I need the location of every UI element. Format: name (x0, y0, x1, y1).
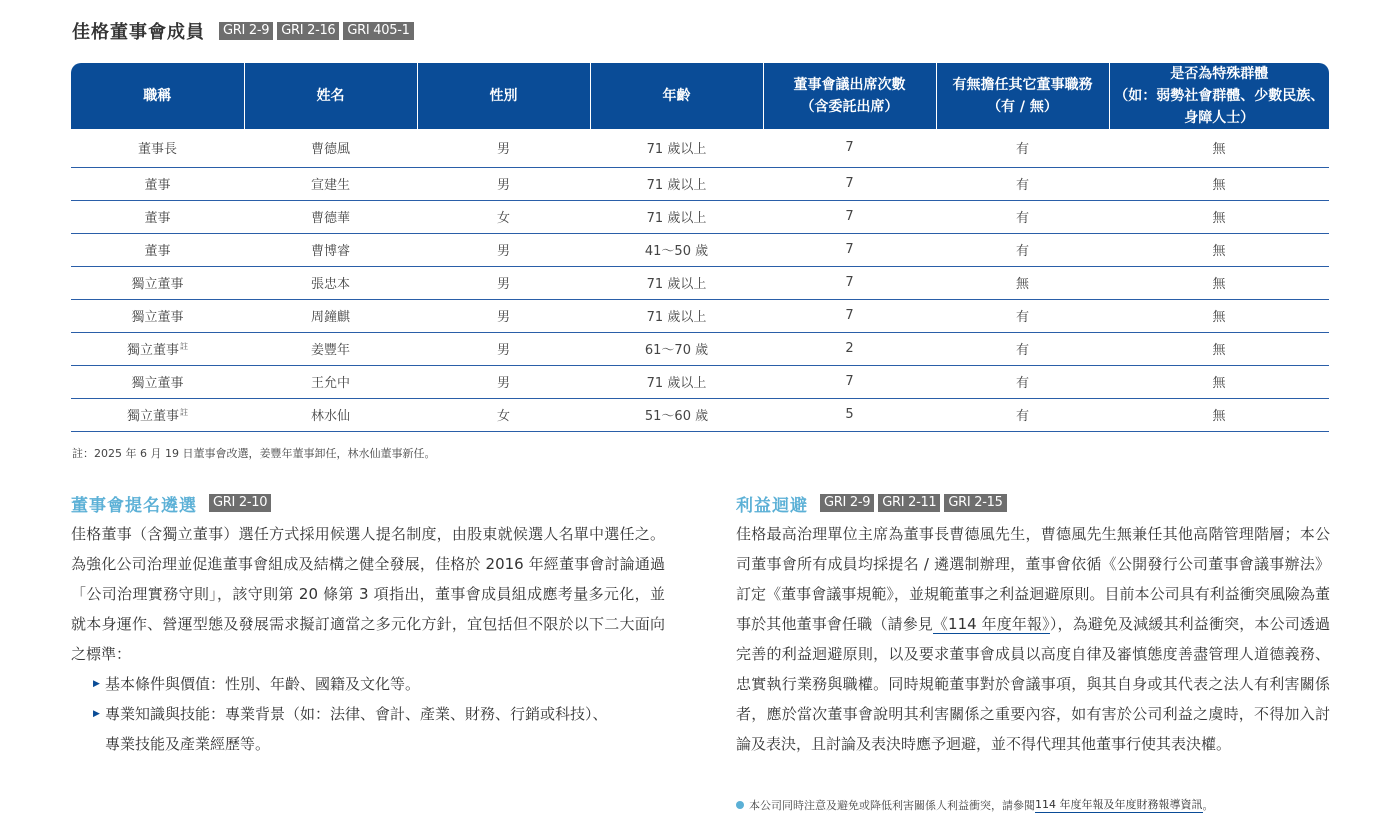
cell-special-group (1109, 167, 1329, 200)
column-header-other-board: 有無擔任其它董事職務 （有 / 無） (936, 63, 1109, 129)
cell-other-board (936, 398, 1109, 431)
cell-special-group (1109, 332, 1329, 365)
cell-other-board (936, 129, 1109, 167)
cell-name-text: 林水仙 (310, 409, 350, 424)
cell-gender-text: 男 (496, 310, 510, 325)
column-header-age: 年齡 (590, 63, 763, 129)
cell-name (244, 299, 417, 332)
gri-tag: GRI 2-10 (209, 494, 271, 512)
footnote-marker: 註 (180, 341, 188, 351)
cell-attendance (763, 398, 936, 431)
cell-special-group (1109, 266, 1329, 299)
cell-attendance-text: 7 (845, 176, 854, 191)
cell-other-board (936, 299, 1109, 332)
note-text: 。 (1202, 798, 1214, 812)
annual-report-link[interactable]: 《114 年度年報》 (932, 615, 1050, 633)
cell-special-group (1109, 233, 1329, 266)
cell-special-group (1109, 129, 1329, 167)
list-item-text: 基本條件與價值：性別、年齡、國籍及文化等。 (105, 675, 421, 693)
cell-attendance-text: 5 (845, 407, 854, 422)
cell-age (590, 332, 763, 365)
gri-tag: GRI 2-11 (878, 494, 940, 512)
cell-attendance (763, 200, 936, 233)
title-row (72, 18, 414, 44)
cell-attendance (763, 233, 936, 266)
financial-report-link[interactable]: 114 年度年報及年度財務報導資訊 (1035, 798, 1203, 811)
column-header-special-group: 是否為特殊群體 （如：弱勢社會群體、少數民族、身障人士） (1109, 63, 1329, 129)
gri-tag: GRI 405-1 (343, 22, 413, 40)
cell-attendance (763, 129, 936, 167)
cell-gender-text: 男 (496, 343, 510, 358)
cell-attendance (763, 299, 936, 332)
cell-attendance-text: 7 (845, 308, 854, 323)
section-header (71, 491, 665, 515)
cell-title-text: 獨立董事 (131, 310, 184, 325)
cell-gender (417, 365, 590, 398)
cell-other-board (936, 233, 1109, 266)
cell-age (590, 200, 763, 233)
list-item-text-continued: 專業技能及產業經歷等。 (105, 735, 271, 753)
cell-gender (417, 200, 590, 233)
cell-gender-text: 男 (496, 277, 510, 292)
cell-title-text: 董事 (144, 244, 171, 259)
cell-gender (417, 233, 590, 266)
cell-special-group-text: 無 (1212, 178, 1226, 193)
cell-age-text: 71 歲以上 (646, 310, 707, 325)
cell-special-group (1109, 365, 1329, 398)
nomination-paragraph: 佳格董事（含獨立董事）選任方式採用候選人提名制度，由股東就候選人名單中選任之。為強化公司治理並促進董事會組成及結構之健全發展，佳格於 2016 年經董事會討論通過「公司治理實務守則」，該守則第 20 條第 3 項指出，董事會成員組成應考量多元化，並就本身運作、營運型態及發展需求擬訂適當之多元化方針，宜包括但不限於以下二大面向之標準： (71, 525, 665, 663)
cell-age (590, 365, 763, 398)
cell-gender (417, 398, 590, 431)
cell-special-group-text: 無 (1212, 277, 1226, 292)
table-row (71, 266, 1329, 299)
cell-attendance (763, 332, 936, 365)
cell-other-board-text: 無 (1015, 277, 1029, 292)
section-title: 利益迴避 (736, 495, 808, 516)
cell-other-board (936, 365, 1109, 398)
cell-title (71, 332, 244, 365)
cell-name (244, 266, 417, 299)
cell-other-board-text: 有 (1015, 244, 1029, 259)
cell-attendance-text: 7 (845, 140, 854, 156)
cell-name (244, 233, 417, 266)
cell-age (590, 167, 763, 200)
list-item (93, 669, 665, 699)
cell-title-text: 獨立董事 (131, 277, 184, 292)
cell-gender-text: 男 (496, 244, 510, 259)
cell-title (71, 299, 244, 332)
cell-title-text: 獨立董事 (131, 376, 184, 391)
note-text: 本公司同時注意及避免或降低利害關係人利益衝突，請參閱 (749, 798, 1035, 812)
cell-name-text: 張忠本 (310, 277, 350, 292)
nomination-section (71, 491, 665, 759)
paragraph-text: ），為避免及減緩其利益衝突，本公司透過完善的利益迴避原則，以及要求董事會成員以高度自律及審慎態度善盡管理人道德義務、忠實執行業務與職權。同時規範董事對於會議事項，與其自身或其代表之法人有利害關係者，應於當次董事會說明其利害關係之重要內容，如有害於公司利益之虞時，不得加入討論及表決，且討論及表決時應予迴避，並不得代理其他董事行使其表決權。 (736, 615, 1330, 753)
conflict-of-interest-section (736, 491, 1330, 759)
cell-special-group (1109, 398, 1329, 431)
cell-gender-text: 女 (496, 211, 510, 226)
cell-title (71, 398, 244, 431)
table-row (71, 365, 1329, 398)
cell-title-text: 獨立董事 (126, 343, 179, 358)
cell-title (71, 266, 244, 299)
cell-age-text: 71 歲以上 (646, 211, 707, 226)
column-header-gender: 性別 (417, 63, 590, 129)
cell-attendance-text: 7 (845, 374, 854, 389)
cell-title-text: 董事長 (137, 142, 177, 158)
cell-title (71, 167, 244, 200)
cell-gender (417, 299, 590, 332)
cell-name-text: 宣建生 (310, 178, 350, 193)
cell-age (590, 266, 763, 299)
cell-other-board (936, 167, 1109, 200)
cell-age-text: 71 歲以上 (646, 178, 707, 193)
cell-other-board (936, 266, 1109, 299)
cell-gender-text: 男 (496, 376, 510, 391)
conflict-paragraph (736, 519, 1330, 759)
cell-other-board-text: 有 (1015, 310, 1029, 325)
cell-gender (417, 129, 590, 167)
table-body (71, 129, 1329, 431)
cell-title-text: 獨立董事 (126, 409, 179, 424)
cell-age-text: 71 歲以上 (646, 142, 707, 158)
section-title: 董事會提名遴選 (71, 495, 197, 516)
cell-name-text: 姜豐年 (310, 343, 350, 358)
cell-name-text: 曹德華 (310, 211, 350, 226)
cell-title (71, 200, 244, 233)
triangle-bullet-icon: ▶ (93, 679, 100, 689)
gri-tag: GRI 2-9 (820, 494, 874, 512)
cell-age-text: 71 歲以上 (646, 376, 707, 391)
cell-title (71, 233, 244, 266)
column-header-attendance: 董事會議出席次數 （含委託出席） (763, 63, 936, 129)
gri-tag: GRI 2-16 (277, 22, 339, 40)
triangle-bullet-icon: ▶ (93, 709, 100, 719)
cell-other-board-text: 有 (1015, 142, 1029, 158)
list-item (93, 699, 665, 759)
cell-other-board-text: 有 (1015, 211, 1029, 226)
cell-name (244, 167, 417, 200)
cell-special-group (1109, 200, 1329, 233)
cell-name (244, 129, 417, 167)
cell-title-text: 董事 (144, 211, 171, 226)
cell-age-text: 71 歲以上 (646, 277, 707, 292)
cell-other-board-text: 有 (1015, 409, 1029, 424)
table-row (71, 129, 1329, 167)
gri-tag: GRI 2-15 (944, 494, 1006, 512)
cell-special-group-text: 無 (1212, 376, 1226, 391)
page-title: 佳格董事會成員 (72, 22, 205, 43)
list-item-text: 專業知識與技能：專業背景（如：法律、會計、產業、財務、行銷或科技）、 (105, 705, 608, 723)
gri-tag: GRI 2-9 (219, 22, 273, 40)
cell-other-board-text: 有 (1015, 343, 1029, 358)
cell-gender (417, 332, 590, 365)
cell-age (590, 398, 763, 431)
table-row (71, 299, 1329, 332)
cell-gender-text: 女 (496, 409, 510, 424)
cell-name (244, 332, 417, 365)
cell-age (590, 299, 763, 332)
cell-attendance-text: 7 (845, 275, 854, 290)
section-header (736, 491, 1330, 515)
cell-attendance-text: 2 (845, 341, 854, 356)
cell-title (71, 365, 244, 398)
cell-gender (417, 167, 590, 200)
paragraph-text: 佳格最高治理單位主席為董事長曹德風先生，曹德風先生無兼任其他高階管理階層；本公司董事會所有成員均採提名 / 遴選制辦理，董事會依循《公開發行公司董事會議事辦法》訂定《董事會議事規範》，並規範董事之利益迴避原則。目前本公司具有利益衝突風險為董事於其他董事會任職（請參見 (736, 525, 1330, 633)
bullet-dot-icon (736, 801, 744, 809)
cell-name (244, 398, 417, 431)
cell-age-text: 61～70 歲 (644, 343, 709, 358)
cell-special-group (1109, 299, 1329, 332)
table-row (71, 332, 1329, 365)
cell-special-group-text: 無 (1212, 409, 1226, 424)
table-header-row (71, 63, 1329, 129)
cell-age (590, 129, 763, 167)
cell-other-board-text: 有 (1015, 376, 1029, 391)
cell-special-group-text: 無 (1212, 310, 1226, 325)
cell-title-text: 董事 (144, 178, 171, 193)
cell-name-text: 王允中 (310, 376, 350, 391)
table-row (71, 200, 1329, 233)
cell-special-group-text: 無 (1212, 343, 1226, 358)
cell-attendance (763, 167, 936, 200)
cell-gender (417, 266, 590, 299)
cell-attendance-text: 7 (845, 242, 854, 257)
cell-special-group-text: 無 (1212, 211, 1226, 226)
table-row (71, 167, 1329, 200)
cell-title (71, 129, 244, 167)
cell-name-text: 曹博睿 (310, 244, 350, 259)
board-members-table (71, 63, 1329, 432)
cell-age-text: 51～60 歲 (644, 409, 709, 424)
cell-name-text: 曹德風 (310, 142, 350, 158)
bottom-note (736, 796, 1214, 813)
table-row (71, 398, 1329, 431)
cell-other-board (936, 332, 1109, 365)
cell-gender-text: 男 (496, 178, 510, 193)
cell-gender-text: 男 (496, 142, 510, 158)
cell-name (244, 200, 417, 233)
cell-age (590, 233, 763, 266)
cell-attendance (763, 365, 936, 398)
cell-attendance (763, 266, 936, 299)
cell-other-board (936, 200, 1109, 233)
footnote-marker: 註 (180, 407, 188, 417)
cell-age-text: 41～50 歲 (644, 244, 709, 259)
table-footnote: 註：2025 年 6 月 19 日董事會改選，姜豐年董事卸任，林水仙董事新任。 (72, 447, 436, 460)
column-header-name: 姓名 (244, 63, 417, 129)
cell-name (244, 365, 417, 398)
cell-other-board-text: 有 (1015, 178, 1029, 193)
cell-name-text: 周鐘麒 (310, 310, 350, 325)
cell-special-group-text: 無 (1212, 142, 1226, 158)
cell-special-group-text: 無 (1212, 244, 1226, 259)
table-row (71, 233, 1329, 266)
column-header-title: 職稱 (71, 63, 244, 129)
criteria-list (93, 669, 665, 759)
cell-attendance-text: 7 (845, 209, 854, 224)
